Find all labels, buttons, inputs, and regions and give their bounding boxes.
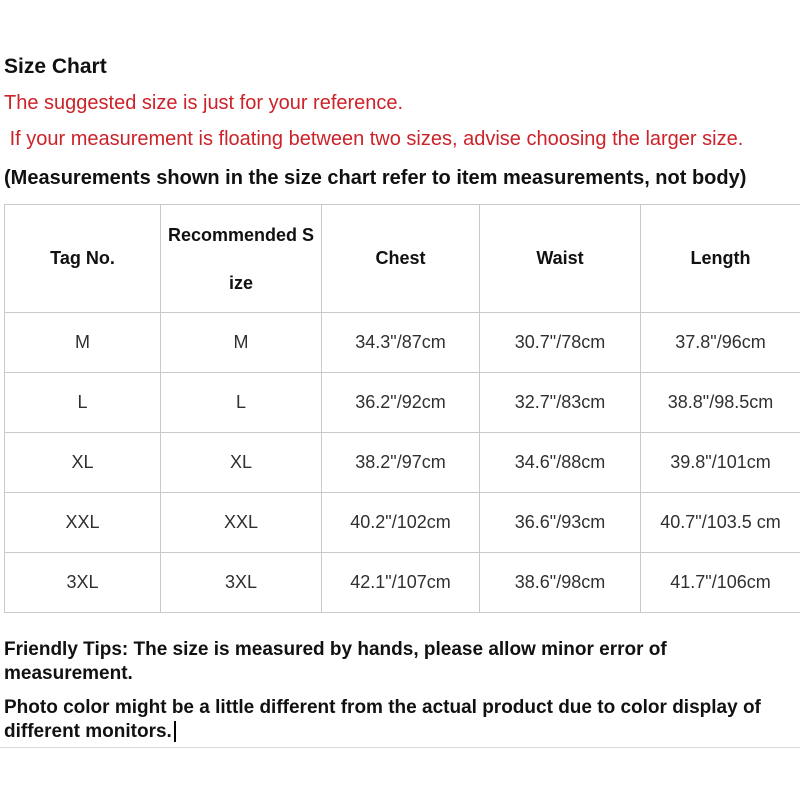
col-header-recommended-size-line1: Recommended S (167, 224, 315, 245)
cell-length: 41.7"/106cm (641, 553, 800, 613)
cell-tag: XXL (5, 493, 161, 553)
bottom-divider (0, 747, 800, 748)
friendly-tips-line2: measurement. (4, 663, 133, 684)
notice-larger-size: If your measurement is floating between two sizes, advise choosing the larger size. (4, 128, 744, 150)
photo-color-note-line1: Photo color might be a little different from the actual product due to color display of (4, 697, 761, 718)
friendly-tips (4, 638, 796, 686)
cell-length: 39.8"/101cm (641, 433, 800, 493)
friendly-tips-line1: Friendly Tips: The size is measured by hands, please allow minor error of (4, 639, 667, 660)
cell-chest: 34.3"/87cm (322, 313, 480, 373)
cell-recommended: M (161, 313, 322, 373)
cell-chest: 42.1"/107cm (322, 553, 480, 613)
col-header-recommended-size-line2: ize (228, 272, 253, 293)
photo-color-note-line2 (4, 720, 796, 744)
table-row-xl (5, 433, 800, 493)
cell-tag: XL (5, 433, 161, 493)
cell-waist: 36.6"/93cm (480, 493, 641, 553)
cell-tag: L (5, 373, 161, 433)
cell-length: 40.7"/103.5 cm (641, 493, 800, 553)
table-row-l (5, 373, 800, 433)
cell-length: 38.8"/98.5cm (641, 373, 800, 433)
measurement-note: (Measurements shown in the size chart refer to item measurements, not body) (4, 167, 747, 189)
col-header-waist: Waist (480, 205, 641, 313)
photo-color-note (4, 696, 796, 744)
page-title: Size Chart (4, 55, 107, 78)
cell-chest: 36.2"/92cm (322, 373, 480, 433)
text-caret (174, 721, 176, 742)
cell-recommended: 3XL (161, 553, 322, 613)
cell-waist: 30.7"/78cm (480, 313, 641, 373)
col-header-recommended-size (161, 205, 322, 313)
notice-reference: The suggested size is just for your reference. (4, 92, 404, 114)
table-row-3xl (5, 553, 800, 613)
table-row-xxl (5, 493, 800, 553)
cell-tag: 3XL (5, 553, 161, 613)
cell-chest: 40.2"/102cm (322, 493, 480, 553)
size-chart-table (4, 204, 800, 613)
photo-color-note-line2-text: different monitors. (4, 721, 172, 742)
col-header-tag-no: Tag No. (5, 205, 161, 313)
table-header-row (5, 205, 800, 313)
cell-waist: 38.6"/98cm (480, 553, 641, 613)
col-header-chest: Chest (322, 205, 480, 313)
cell-tag: M (5, 313, 161, 373)
cell-length: 37.8"/96cm (641, 313, 800, 373)
cell-chest: 38.2"/97cm (322, 433, 480, 493)
cell-recommended: XL (161, 433, 322, 493)
cell-recommended: L (161, 373, 322, 433)
col-header-length: Length (641, 205, 800, 313)
cell-waist: 34.6"/88cm (480, 433, 641, 493)
cell-recommended: XXL (161, 493, 322, 553)
cell-waist: 32.7"/83cm (480, 373, 641, 433)
table-row-m (5, 313, 800, 373)
